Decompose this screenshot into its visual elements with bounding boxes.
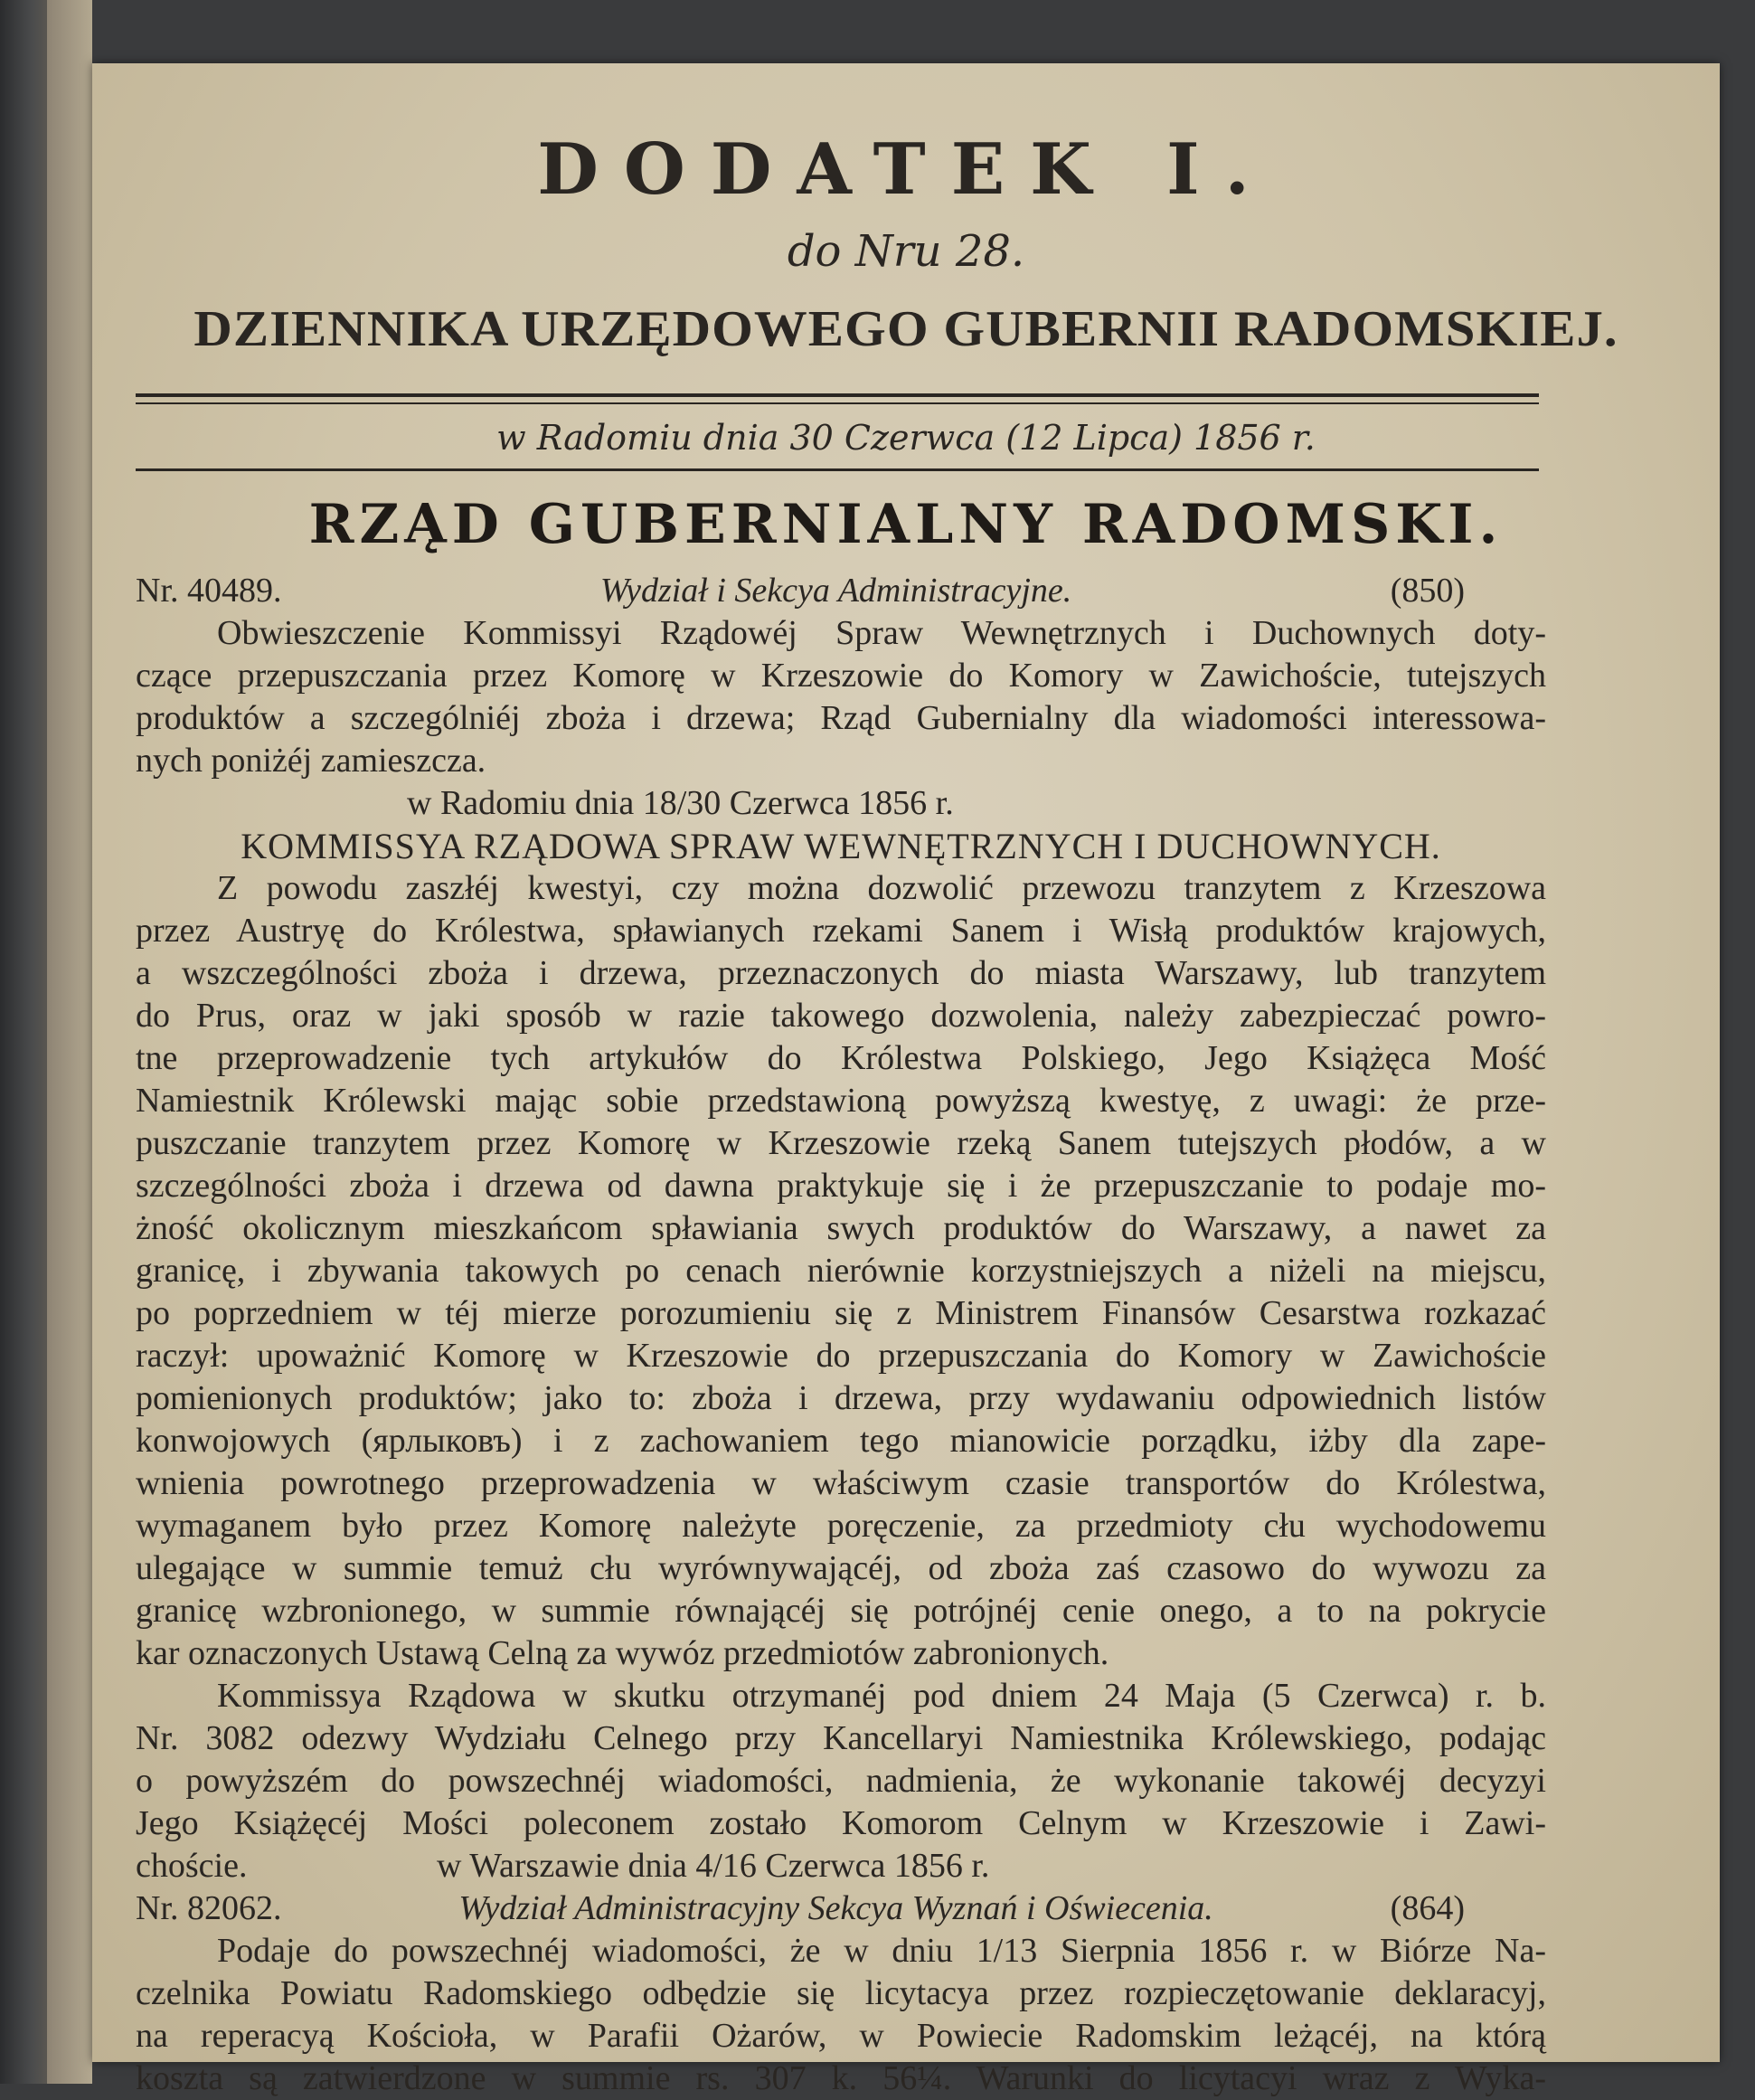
paragraph1-line: raczył: upoważnić Komorę w Krzeszowie do przepuszczania do Komory w Zawichoście (136, 1337, 1546, 1375)
paragraph2-line: Nr. 3082 odezwy Wydziału Celnego przy Kancellaryi Namiestnika Królewskiego, podając (136, 1719, 1546, 1757)
notice1-department: Wydział i Sekcya Administracyjne. (599, 572, 1072, 610)
paragraph1-line: wymaganem było przez Komorę należyte poręczenie, za przedmioty cłu wychodowemu (136, 1507, 1546, 1545)
paragraph1-line: pomienionych produktów; jako to: zboża i drzewa, przy wydawaniu odpowiednich listów (136, 1379, 1546, 1417)
notice1-intro-line: czące przepuszczania przez Komorę w Krzeszowie do Komory w Zawichoście, tutejszych (136, 657, 1546, 695)
notice2-paragraph-line: czelnika Powiatu Radomskiego odbędzie się licytacya przez rozpieczętowanie deklaracyj, (136, 1974, 1546, 2012)
paragraph1-line: Namiestnik Królewski mając sobie przedstawioną powyższą kwestyę, z uwagi: że prze- (136, 1082, 1546, 1120)
article-body (136, 570, 1546, 2100)
notice1-intro-line: produktów a szczególniéj zboża i drzewa; Rząd Gubernialny dla wiadomości interessowa- (136, 699, 1546, 737)
notice1-closing-date: w Warszawie dnia 4/16 Czerwca 1856 r. (436, 1847, 990, 1885)
notice2-ref: (864) (1390, 1889, 1465, 1927)
paragraph1-line: ulegające w summie temuż cłu wyrównywającéj, od zboża zaś czasowo do wywozu za (136, 1549, 1546, 1587)
paragraph1-line: żność okolicznym mieszkańcom spławiania swych produktów do Warszawy, a nawet za (136, 1209, 1546, 1247)
header-rule-bottom (136, 468, 1539, 471)
newspaper-page (92, 63, 1720, 2097)
notice1-number: Nr. 40489. (136, 572, 282, 610)
header-rule-top (136, 393, 1539, 397)
page-title: DODATEK I. (537, 128, 1275, 211)
notice1-ref: (850) (1390, 572, 1465, 610)
notice2-paragraph-line: koszta są zatwierdzone w summie rs. 307 k. 56¼. Warunki do licytacyi wraz z Wyka- (136, 2059, 1546, 2097)
paragraph1-line: przez Austryę do Królestwa, spławianych rzekami Sanem i Wisłą produktów krajowych, (136, 912, 1546, 950)
paragraph1-line: wnienia powrotnego przeprowadzenia w właściwym czasie transportów do Królestwa, (136, 1464, 1546, 1502)
paragraph1-line: tne przeprowadzenie tych artykułów do Królestwa Polskiego, Jego Książęca Mość (136, 1039, 1546, 1077)
paragraph1-line: po poprzedniem w téj mierze porozumieniu się z Ministrem Finansów Cesarstwa rozkazać (136, 1294, 1546, 1332)
notice1-intro-line: nych poniżéj zamieszcza. (136, 742, 486, 780)
notice1-closing-word: choście. (136, 1847, 248, 1885)
issue-number: do Nru 28. (787, 226, 1025, 277)
authority-heading: RZĄD GUBERNIALNY RADOMSKI. (308, 493, 1504, 556)
paragraph1-line: kar oznaczonych Ustawą Celną za wywóz przedmiotów zabronionych. (136, 1634, 1109, 1672)
paragraph1-line: granicę, i zbywania takowych po cenach nierównie korzystniejszych a niżeli na miejscu, (136, 1252, 1546, 1290)
notice2-paragraph-line: Podaje do powszechnéj wiadomości, że w dniu 1/13 Sierpnia 1856 r. w Biórze Na- (217, 1932, 1546, 1970)
notice2-department: Wydział Administracyjny Sekcya Wyznań i Oświecenia. (458, 1889, 1213, 1927)
paragraph1-line: konwojowych (ярлыковъ) i z zachowaniem tego mianowicie porządku, iżby dla zape- (136, 1422, 1546, 1460)
notice1-intro-line: Obwieszczenie Kommissyi Rządowéj Spraw Wewnętrznych i Duchownych doty- (217, 614, 1546, 652)
paragraph1-line: granicę wzbronionego, w summie równającéj się potrójnéj cenie onego, a to na pokrycie (136, 1592, 1546, 1630)
notice2-reference-line (136, 1887, 1546, 1930)
header-rule-top-thin (136, 402, 1539, 404)
commission-heading: KOMMISSYA RZĄDOWA SPRAW WEWNĘTRZNYCH I DUCHOWNYCH. (241, 826, 1441, 866)
notice2-paragraph-line: na reperacyą Kościoła, w Parafii Ożarów, w Powiecie Radomskim leżącéj, na którą (136, 2017, 1546, 2055)
paragraph2-line: Kommissya Rządowa w skutku otrzymanéj pod dniem 24 Maja (5 Czerwca) r. b. (217, 1677, 1546, 1715)
journal-name: DZIENNIKA URZĘDOWEGO GUBERNII RADOMSKIEJ. (193, 301, 1618, 357)
paragraph1-line: puszczanie tranzytem przez Komorę w Krzeszowie rzeką Sanem tutejszych płodów, a w (136, 1124, 1546, 1162)
notice1-closing-line (136, 1845, 1546, 1887)
scanner-edge (0, 0, 52, 2084)
paragraph2-line: Jego Książęcéj Mości poleconem zostało Komorom Celnym w Krzeszowie i Zawi- (136, 1804, 1546, 1842)
paragraph1-line: do Prus, oraz w jaki sposób w razie takowego dozwolenia, należy zabezpieczać powro- (136, 997, 1546, 1035)
paragraph1-line: szczególności zboża i drzewa od dawna praktykuje się i że przepuszczanie to podaje mo- (136, 1167, 1546, 1205)
notice1-reference-line (136, 570, 1546, 612)
dateline: w Radomiu dnia 30 Czerwca (12 Lipca) 1856 r. (496, 418, 1316, 458)
paragraph2-line: o powyższém do powszechnéj wiadomości, nadmienia, że wykonanie takowéj decyzyi (136, 1762, 1546, 1800)
notice1-place-date: w Radomiu dnia 18/30 Czerwca 1856 r. (407, 784, 954, 822)
paragraph1-line: a wszczególności zboża i drzewa, przeznaczonych do miasta Warszawy, lub tranzytem (136, 954, 1546, 992)
notice2-number: Nr. 82062. (136, 1889, 282, 1927)
paragraph1-line: Z powodu zaszłéj kwestyi, czy można dozwolić przewozu tranzytem z Krzeszowa (217, 869, 1546, 907)
